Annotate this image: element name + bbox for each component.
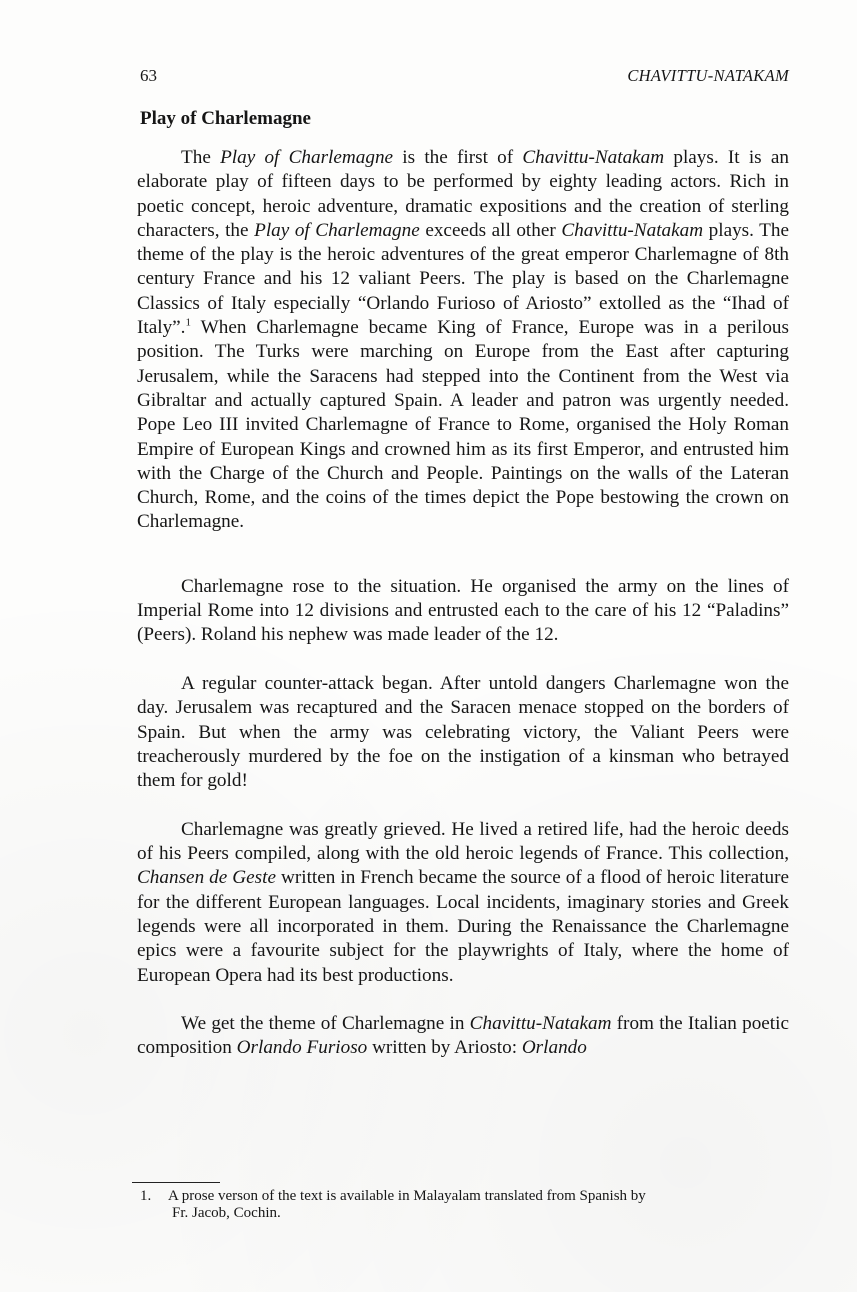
footnote-line xyxy=(140,1188,790,1205)
body-text xyxy=(137,146,789,1061)
paragraph-2: Charlemagne rose to the situation. He organised the army on the lines of Imperial Rome into 12 divisions and entrusted each to the care of his 12 “Paladins” (Peers). Roland his nephew was made leader of the 12. xyxy=(137,575,789,646)
italic-term: Chavittu-Natakam xyxy=(469,1013,612,1035)
page-header xyxy=(140,66,789,90)
footnote-continuation: Fr. Jacob, Cochin. xyxy=(172,1205,281,1221)
footnote-text: A prose verson of the text is available in Malayalam translated from Spanish by xyxy=(168,1188,646,1204)
italic-title: Chansen de Geste xyxy=(137,867,276,889)
paragraph-3: A regular counter-attack began. After untold dangers Charlemagne won the day. Jerusalem was recaptured and the Saracen menace stopped on the borders of Spain. But when the army was celebrating victory, the Valiant Peers were treacherously murdered by the foe on the instigation of a kinsman who betrayed them for gold! xyxy=(137,672,789,792)
paragraph-4: Charlemagne was greatly grieved. He lived a retired life, had the heroic deeds of his Peers compiled, along with the old heroic legends of France. This collection, Chansen de Geste written in French became the source of a flood of heroic literature for the different European languages. Local incidents, imaginary stories and Greek legends were all incorporated in them. During the Renaissance the Charlemagne epics were a favourite subject for the playwrights of Italy, where the home of European Opera had its best productions. xyxy=(137,818,789,986)
footnote xyxy=(140,1188,790,1222)
section-title: Play of Charlemagne xyxy=(140,108,311,129)
footnote-number: 1. xyxy=(140,1188,152,1204)
page-number: 63 xyxy=(140,66,157,85)
footnote-divider xyxy=(132,1182,220,1183)
footnote-reference[interactable]: 1 xyxy=(185,316,191,329)
italic-name: Orlando xyxy=(521,1037,587,1059)
italic-title: Play of Charlemagne xyxy=(220,147,394,168)
italic-term: Chavittu-Natakam xyxy=(522,147,665,168)
italic-title: Orlando Furioso xyxy=(236,1037,368,1059)
running-head: CHAVITTU-NATAKAM xyxy=(627,66,789,85)
italic-term: Chavittu-Natakam xyxy=(561,219,704,241)
paragraph-5: We get the theme of Charlemagne in Chavittu-Natakam from the Italian poetic composition Orlando Furioso written by Ariosto: Orlando xyxy=(137,1013,789,1059)
paragraph-1: The Play of Charlemagne is the first of Chavittu-Natakam plays. It is an elaborate play of fifteen days to be performed by eighty leading actors. Rich in poetic concept, heroic adventure, dramatic expositions and the creation of sterling characters, the Play of Charlemagne exceeds all other Chavittu-Natakam plays. The theme of the play is the heroic adventures of the great emperor Charlemagne of 8th century France and his 12 valiant Peers. The play is based on the Charlemagne Classics of Italy especially “Orlando Furioso of Ariosto” extolled as the “Ihad of Italy”.$^1$ When Charlemagne became King of France, Europe was in a perilous position. The Turks were marching on Europe from the East after capturing Jerusalem, while the Saracens had stepped into the Continent from the West via Gibraltar and actually captured Spain. A leader and patron was urgently needed. Pope Leo III invited Charlemagne of France to Rome, organised the Holy Roman Empire of European Kings and crowned him as its first Emperor, and entrusted him with the Charge of the Church and People. Paintings on the walls of the Lateran Church, Rome, and the coins of the times depict the Pope bestowing the crown on Charlemagne. xyxy=(137,147,789,533)
italic-title: Play of Charlemagne xyxy=(254,219,420,241)
